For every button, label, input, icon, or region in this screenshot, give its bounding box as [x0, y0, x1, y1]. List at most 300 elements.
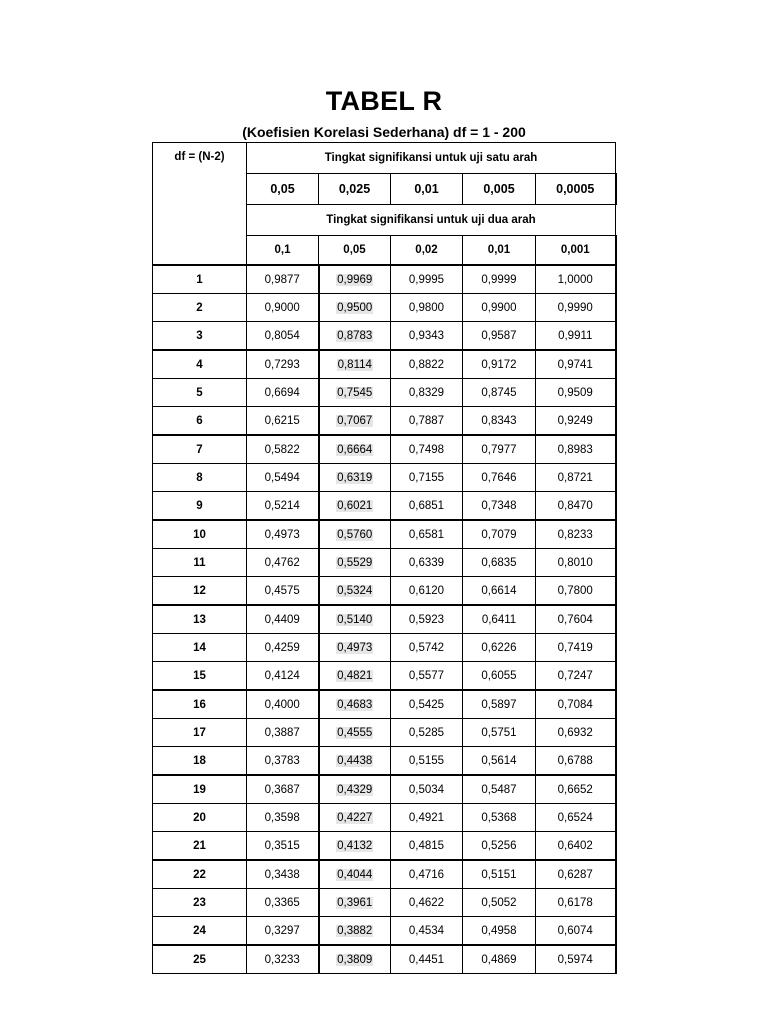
r-value-cell: [319, 634, 391, 662]
r-value: 0,7247: [557, 669, 593, 682]
r-value-cell: [463, 520, 536, 549]
r-value-cell: [536, 662, 616, 691]
r-value-cell: [247, 804, 319, 832]
df-cell: 8: [153, 464, 247, 492]
page-subtitle: (Koefisien Korelasi Sederhana) df = 1 - 200: [242, 124, 526, 140]
df-cell: 15: [153, 662, 247, 691]
table-row: [153, 860, 616, 889]
r-value-cell: [536, 634, 616, 662]
r-value: 0,5614: [481, 754, 517, 767]
r-value: 0,3882: [337, 924, 373, 937]
r-value: 0,6664: [337, 443, 373, 456]
table-row: [153, 945, 616, 974]
two-tail-alpha: 0,1: [247, 236, 319, 266]
r-value-cell: [463, 747, 536, 776]
r-value-cell: [391, 747, 463, 776]
r-value-cell: [247, 690, 319, 719]
r-value-cell: [319, 435, 391, 464]
r-value-cell: [536, 605, 616, 634]
r-value-cell: [536, 577, 616, 606]
r-value-cell: [463, 265, 536, 294]
table-row: [153, 577, 616, 606]
r-value-cell: [247, 407, 319, 436]
r-value: 0,9900: [481, 301, 517, 314]
r-value: 0,7084: [557, 698, 593, 711]
r-value: 0,9999: [481, 273, 517, 286]
df-cell: 10: [153, 520, 247, 549]
r-value-cell: [536, 775, 616, 804]
r-value-cell: [319, 945, 391, 974]
r-value: 0,6120: [408, 584, 445, 597]
r-value: 0,5151: [481, 868, 517, 881]
page-title: TABEL R: [325, 86, 443, 116]
r-value: 0,8054: [264, 329, 300, 342]
r-value-cell: [391, 945, 463, 974]
table-row: [153, 350, 616, 379]
df-header: df = (N-2): [153, 143, 247, 266]
r-value: 0,7079: [481, 528, 517, 541]
r-value-cell: [463, 549, 536, 577]
r-value-cell: [319, 889, 391, 917]
table-row: [153, 605, 616, 634]
r-value-cell: [391, 464, 463, 492]
two-tail-alpha: 0,05: [319, 236, 391, 266]
r-value: 0,4683: [337, 698, 373, 711]
df-cell: 19: [153, 775, 247, 804]
table-row: [153, 662, 616, 691]
table-row: [153, 549, 616, 577]
r-value-cell: [391, 322, 463, 351]
r-value: 0,6581: [408, 528, 445, 541]
r-value-cell: [247, 379, 319, 407]
df-cell: 12: [153, 577, 247, 606]
r-value: 0,6411: [481, 613, 517, 626]
r-value-cell: [247, 435, 319, 464]
r-value-cell: [247, 605, 319, 634]
r-value-cell: [536, 407, 616, 436]
r-value-cell: [247, 662, 319, 691]
df-cell: 20: [153, 804, 247, 832]
r-value: 0,6932: [557, 726, 593, 739]
r-value: 0,4534: [408, 924, 445, 937]
r-value: 0,9995: [408, 273, 445, 286]
r-value: 0,9741: [557, 358, 593, 371]
r-value-cell: [463, 322, 536, 351]
r-value-cell: [319, 832, 391, 861]
r-value-cell: [319, 265, 391, 294]
r-value-cell: [536, 860, 616, 889]
r-value: 0,6788: [557, 754, 593, 767]
r-value: 0,6226: [481, 641, 517, 654]
r-value: 0,4451: [408, 953, 445, 966]
r-value: 0,5529: [337, 556, 373, 569]
r-value: 0,9343: [408, 329, 445, 342]
r-value: 0,7646: [481, 471, 517, 484]
r-value: 0,6021: [337, 499, 373, 512]
r-value-cell: [247, 889, 319, 917]
r-value-cell: [536, 719, 616, 747]
r-value-cell: [463, 832, 536, 861]
r-value: 0,4000: [264, 698, 300, 711]
r-value: 0,8343: [481, 414, 517, 427]
r-value-cell: [463, 605, 536, 634]
r-value: 0,7800: [557, 584, 593, 597]
r-value: 0,7604: [557, 613, 593, 626]
r-value-cell: [536, 889, 616, 917]
r-value: 0,6524: [557, 811, 593, 824]
table-row: [153, 690, 616, 719]
r-value: 0,4973: [337, 641, 373, 654]
r-value: 0,5214: [264, 499, 300, 512]
r-value: 0,4044: [337, 868, 373, 881]
r-value: 0,4622: [408, 896, 445, 909]
r-value: 0,8721: [557, 471, 593, 484]
r-value: 0,5751: [481, 726, 517, 739]
r-value: 0,5577: [408, 669, 445, 682]
r-value: 0,6694: [264, 386, 300, 399]
r-value-cell: [247, 520, 319, 549]
r-value: 0,7348: [481, 499, 517, 512]
r-value-cell: [247, 492, 319, 521]
r-value-cell: [247, 464, 319, 492]
r-value-cell: [247, 294, 319, 322]
r-value: 0,3438: [264, 868, 300, 881]
r-value: 0,7419: [557, 641, 593, 654]
table-row: [153, 265, 616, 294]
r-value: 0,9249: [557, 414, 593, 427]
r-value-cell: [463, 690, 536, 719]
r-value-cell: [247, 775, 319, 804]
one-tail-alpha: 0,0005: [536, 174, 616, 205]
df-cell: 24: [153, 917, 247, 946]
r-value: 0,6215: [264, 414, 300, 427]
table-row: [153, 294, 616, 322]
r-value: 0,4815: [408, 839, 445, 852]
r-value: 0,5974: [557, 953, 593, 966]
r-value: 0,8983: [557, 443, 593, 456]
r-value-cell: [319, 294, 391, 322]
r-value: 0,6652: [557, 783, 593, 796]
r-value-cell: [247, 265, 319, 294]
two-tail-header: Tingkat signifikansi untuk uji dua arah: [247, 205, 616, 236]
r-value-cell: [536, 520, 616, 549]
r-value: 0,3809: [337, 953, 373, 966]
r-value-cell: [536, 350, 616, 379]
r-value: 0,4124: [264, 669, 300, 682]
r-value-cell: [391, 265, 463, 294]
r-value-cell: [319, 747, 391, 776]
r-value-cell: [536, 464, 616, 492]
r-value: 0,3687: [264, 783, 300, 796]
r-value-cell: [391, 605, 463, 634]
r-value: 0,8010: [557, 556, 593, 569]
r-value-cell: [536, 549, 616, 577]
r-value: 0,4409: [264, 613, 300, 626]
table-row: [153, 379, 616, 407]
r-value-cell: [319, 775, 391, 804]
r-value-cell: [463, 662, 536, 691]
r-value: 0,4716: [408, 868, 445, 881]
r-value-cell: [319, 492, 391, 521]
r-value-cell: [536, 379, 616, 407]
r-value-cell: [319, 605, 391, 634]
r-value-cell: [463, 804, 536, 832]
r-value: 0,4762: [264, 556, 300, 569]
r-value-cell: [391, 917, 463, 946]
table-row: [153, 889, 616, 917]
r-value: 0,4973: [264, 528, 300, 541]
df-cell: 9: [153, 492, 247, 521]
df-cell: 17: [153, 719, 247, 747]
r-value-cell: [391, 860, 463, 889]
r-value-cell: [319, 520, 391, 549]
table-row: [153, 492, 616, 521]
r-value: 0,6074: [557, 924, 593, 937]
r-value: 0,8470: [557, 499, 593, 512]
r-value: 1,0000: [557, 273, 593, 286]
r-value-cell: [319, 464, 391, 492]
df-cell: 7: [153, 435, 247, 464]
r-value-cell: [391, 549, 463, 577]
r-value-cell: [536, 804, 616, 832]
r-value: 0,5285: [408, 726, 445, 739]
r-value-cell: [247, 860, 319, 889]
r-value: 0,4921: [408, 811, 445, 824]
one-tail-alpha: 0,005: [463, 174, 536, 205]
table-row: [153, 804, 616, 832]
df-cell: 1: [153, 265, 247, 294]
r-value: 0,9800: [408, 301, 445, 314]
table-row: [153, 435, 616, 464]
r-value: 0,6339: [408, 556, 445, 569]
r-value: 0,6402: [557, 839, 593, 852]
r-value-cell: [463, 294, 536, 322]
table-row: [153, 832, 616, 861]
r-value-cell: [391, 379, 463, 407]
r-value: 0,9990: [557, 301, 593, 314]
r-value: 0,5487: [481, 783, 517, 796]
r-value-cell: [391, 407, 463, 436]
r-value: 0,4329: [337, 783, 373, 796]
r-value-cell: [536, 747, 616, 776]
df-cell: 4: [153, 350, 247, 379]
r-value-cell: [536, 917, 616, 946]
r-value-cell: [536, 322, 616, 351]
r-value: 0,5256: [481, 839, 517, 852]
r-value: 0,4821: [337, 669, 373, 682]
r-table-body: [153, 143, 616, 974]
r-value: 0,4869: [481, 953, 517, 966]
two-tail-alpha: 0,02: [391, 236, 463, 266]
r-value-cell: [463, 775, 536, 804]
r-value-cell: [247, 719, 319, 747]
r-value-cell: [319, 350, 391, 379]
r-value-cell: [463, 889, 536, 917]
r-value: 0,5425: [408, 698, 445, 711]
r-value: 0,4575: [264, 584, 300, 597]
r-value-cell: [391, 492, 463, 521]
r-value: 0,8114: [337, 358, 372, 371]
r-value-cell: [319, 917, 391, 946]
r-value: 0,7977: [481, 443, 517, 456]
r-value: 0,3887: [264, 726, 300, 739]
r-value: 0,7293: [264, 358, 300, 371]
r-value-cell: [463, 860, 536, 889]
r-value: 0,6835: [481, 556, 517, 569]
r-value-cell: [536, 294, 616, 322]
r-value: 0,8233: [557, 528, 593, 541]
one-tail-alpha: 0,01: [391, 174, 463, 205]
one-tail-alpha: 0,025: [319, 174, 391, 205]
one-tail-alpha: 0,05: [247, 174, 319, 205]
r-value-cell: [247, 350, 319, 379]
r-value-cell: [247, 747, 319, 776]
r-value: 0,4958: [481, 924, 517, 937]
df-cell: 3: [153, 322, 247, 351]
r-value: 0,9969: [337, 273, 373, 286]
r-value: 0,6614: [481, 584, 517, 597]
df-cell: 25: [153, 945, 247, 974]
r-value: 0,5760: [337, 528, 373, 541]
r-value: 0,8329: [408, 386, 445, 399]
r-value: 0,4132: [337, 839, 373, 852]
r-value: 0,3233: [264, 953, 300, 966]
r-value: 0,7155: [408, 471, 445, 484]
r-value-cell: [463, 634, 536, 662]
table-row: [153, 634, 616, 662]
r-value: 0,5140: [337, 613, 373, 626]
df-cell: 5: [153, 379, 247, 407]
r-value: 0,9509: [557, 386, 593, 399]
r-value: 0,9000: [264, 301, 300, 314]
df-cell: 21: [153, 832, 247, 861]
r-value-cell: [391, 577, 463, 606]
df-cell: 23: [153, 889, 247, 917]
r-value-cell: [319, 719, 391, 747]
table-row: [153, 747, 616, 776]
r-table: [152, 142, 617, 974]
r-value: 0,5155: [408, 754, 445, 767]
table-row: [153, 719, 616, 747]
r-value-cell: [391, 719, 463, 747]
r-value: 0,7067: [337, 414, 373, 427]
r-value: 0,4259: [264, 641, 300, 654]
r-value-cell: [391, 520, 463, 549]
r-value-cell: [536, 945, 616, 974]
table-row: [153, 322, 616, 351]
r-value-cell: [463, 945, 536, 974]
r-value-cell: [463, 435, 536, 464]
r-value: 0,9172: [481, 358, 517, 371]
r-value-cell: [319, 804, 391, 832]
r-value: 0,5368: [481, 811, 517, 824]
r-value-cell: [247, 577, 319, 606]
r-value-cell: [391, 294, 463, 322]
r-value: 0,8783: [337, 329, 373, 342]
r-value: 0,3961: [337, 896, 373, 909]
r-value-cell: [463, 577, 536, 606]
df-cell: 22: [153, 860, 247, 889]
r-value-cell: [247, 549, 319, 577]
r-value: 0,5897: [481, 698, 517, 711]
r-value-cell: [536, 492, 616, 521]
df-cell: 14: [153, 634, 247, 662]
r-value: 0,5494: [264, 471, 300, 484]
r-value: 0,5923: [408, 613, 445, 626]
df-cell: 2: [153, 294, 247, 322]
r-value: 0,5034: [408, 783, 445, 796]
r-value: 0,3783: [264, 754, 300, 767]
r-value-cell: [391, 775, 463, 804]
r-value: 0,9877: [264, 273, 300, 286]
r-value: 0,3297: [264, 924, 300, 937]
r-value-cell: [319, 662, 391, 691]
r-value: 0,7498: [408, 443, 445, 456]
table-row: [153, 520, 616, 549]
df-cell: 16: [153, 690, 247, 719]
r-value: 0,5052: [481, 896, 517, 909]
df-cell: 6: [153, 407, 247, 436]
r-value-cell: [319, 549, 391, 577]
r-value: 0,6178: [557, 896, 593, 909]
r-value-cell: [391, 350, 463, 379]
r-value: 0,6319: [337, 471, 373, 484]
r-value-cell: [463, 719, 536, 747]
r-value-cell: [391, 662, 463, 691]
r-value-cell: [391, 634, 463, 662]
table-row: [153, 775, 616, 804]
r-value-cell: [463, 350, 536, 379]
df-cell: 11: [153, 549, 247, 577]
r-value-cell: [391, 690, 463, 719]
r-value-cell: [319, 860, 391, 889]
r-value-cell: [247, 945, 319, 974]
r-value: 0,9911: [558, 329, 593, 342]
r-value: 0,6055: [481, 669, 517, 682]
r-value: 0,9500: [337, 301, 373, 314]
r-value-cell: [391, 832, 463, 861]
r-value: 0,8822: [408, 358, 445, 371]
r-value-cell: [247, 917, 319, 946]
r-value: 0,4438: [337, 754, 373, 767]
df-cell: 13: [153, 605, 247, 634]
r-value-cell: [463, 917, 536, 946]
r-value-cell: [247, 832, 319, 861]
r-value: 0,5822: [264, 443, 300, 456]
r-value: 0,7887: [408, 414, 445, 427]
r-value-cell: [391, 889, 463, 917]
two-tail-alpha: 0,01: [463, 236, 536, 266]
r-value-cell: [247, 322, 319, 351]
r-value-cell: [319, 577, 391, 606]
r-value-cell: [463, 492, 536, 521]
table-row: [153, 917, 616, 946]
r-value-cell: [536, 265, 616, 294]
r-value: 0,8745: [481, 386, 517, 399]
r-value: 0,5324: [337, 584, 373, 597]
r-value-cell: [536, 690, 616, 719]
r-value: 0,5742: [408, 641, 445, 654]
r-value-cell: [319, 322, 391, 351]
r-value: 0,3515: [264, 839, 300, 852]
r-value: 0,6851: [408, 499, 445, 512]
df-cell: 18: [153, 747, 247, 776]
r-value-cell: [391, 435, 463, 464]
r-value-cell: [247, 634, 319, 662]
r-value-cell: [319, 690, 391, 719]
r-value: 0,3598: [264, 811, 300, 824]
r-value: 0,3365: [264, 896, 300, 909]
